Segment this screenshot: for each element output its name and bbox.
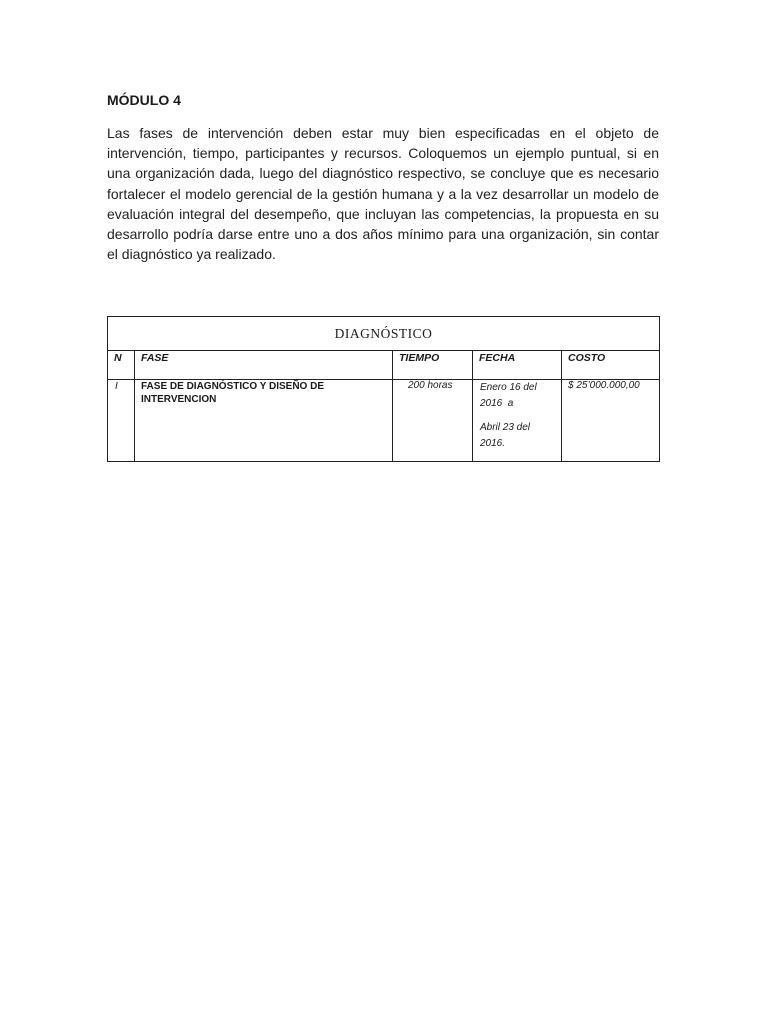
header-costo: COSTO — [562, 351, 660, 380]
header-fase: FASE — [135, 351, 393, 380]
header-tiempo: TIEMPO — [393, 351, 473, 380]
fecha-line-4: 2016. — [480, 438, 506, 449]
table-caption: DIAGNÓSTICO — [108, 317, 660, 351]
cell-fase: FASE DE DIAGNÓSTICO Y DISEÑO DE INTERVENCION — [135, 380, 393, 462]
cell-n: I — [108, 380, 135, 462]
intro-paragraph: Las fases de intervención deben estar muy bien especificadas en el objeto de intervención, tiempo, participantes y recursos. Coloquemos un ejemplo puntual, si en una organización dada, luego del diagnóstico respectivo, se concluye que es necesario fortalecer el modelo gerencial de la gestión humana y a la vez desarrollar un modelo de evaluación integral del desempeño, que incluyan las competencias, la propuesta en su desarrollo podría darse entre uno a dos años mínimo para una organización, sin contar el diagnóstico ya realizado. — [107, 125, 659, 263]
table-row — [108, 380, 660, 462]
diagnostic-table — [107, 316, 660, 462]
header-n: N — [108, 351, 135, 380]
table-header-row — [108, 351, 660, 380]
table-caption-row — [108, 317, 660, 351]
fecha-line-1: Enero 16 del — [480, 382, 537, 393]
cell-fecha — [473, 380, 562, 462]
header-fecha: FECHA — [473, 351, 562, 380]
cell-costo: $ 25’000.000,00 — [562, 380, 660, 462]
module-title: MÓDULO 4 — [107, 92, 181, 108]
fecha-line-3: Abril 23 del — [480, 422, 531, 433]
cell-tiempo: 200 horas — [393, 380, 473, 462]
fecha-line-2: 2016 a — [480, 398, 514, 409]
